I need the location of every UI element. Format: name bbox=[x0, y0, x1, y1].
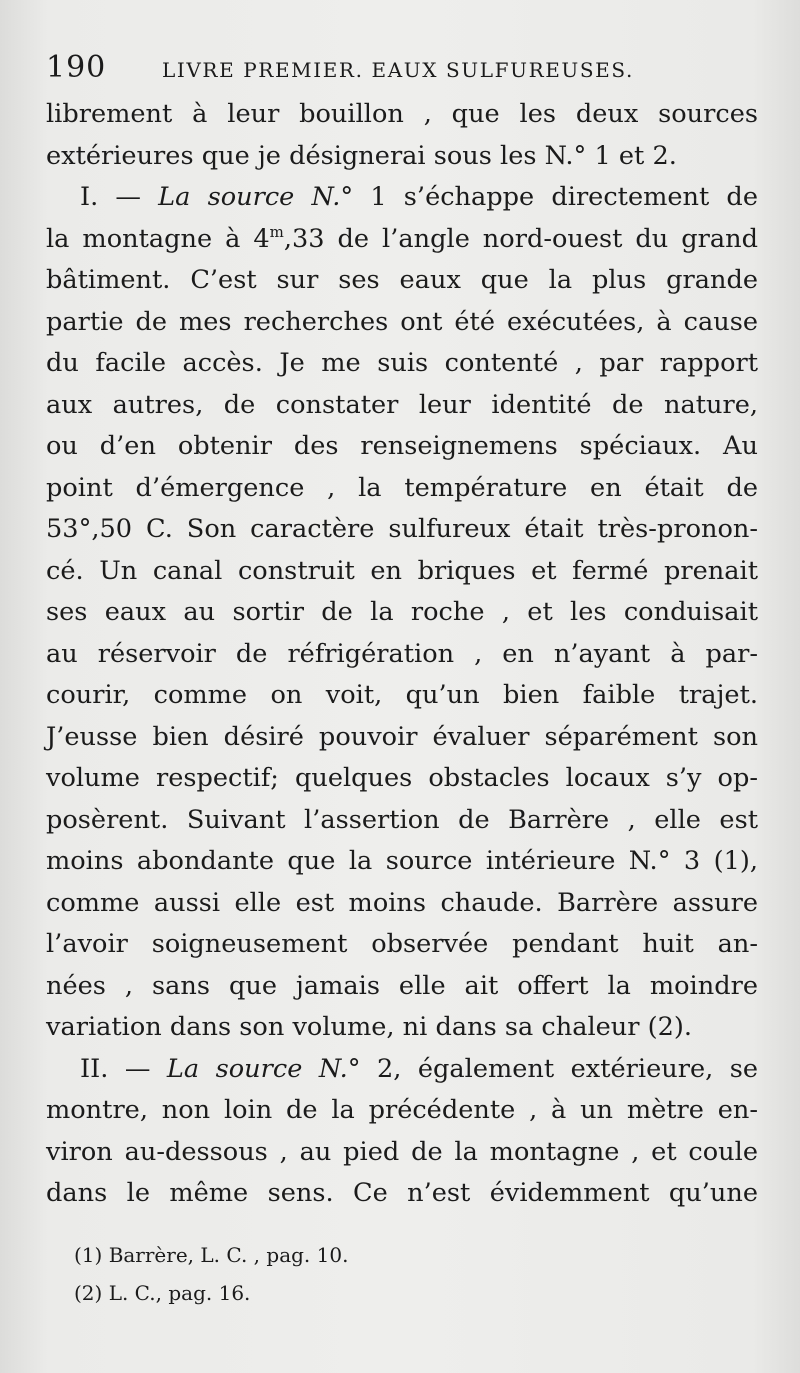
section-numeral: II. — bbox=[80, 1053, 167, 1084]
text-line: moins abondante que la source intérieure N.° 3 (1), bbox=[46, 846, 758, 876]
text-line: variation dans son volume, ni dans sa chaleur (2). bbox=[46, 1012, 693, 1042]
running-head: LIVRE PREMIER. EAUX SULFUREUSES. bbox=[162, 58, 634, 82]
text-line: volume respectif; quelques obstacles locaux s’y op- bbox=[46, 763, 758, 793]
unit-superscript: m bbox=[269, 222, 284, 241]
text-line: viron au-dessous , au pied de la montagne , et coule bbox=[46, 1136, 758, 1167]
section-heading-line bbox=[46, 1049, 758, 1091]
text-line: librement à leur bouillon , que les deux sources bbox=[46, 99, 758, 129]
page-header bbox=[46, 48, 756, 88]
body-text bbox=[46, 94, 758, 1215]
text-line bbox=[46, 219, 758, 261]
text-line-rest: 2, également extérieure, se bbox=[360, 1053, 758, 1084]
text-line: bâtiment. C’est sur ses eaux que la plus grande bbox=[46, 265, 758, 295]
text-line: aux autres, de constater leur identité de nature, bbox=[46, 389, 758, 420]
text-line: comme aussi elle est moins chaude. Barrère assure bbox=[46, 887, 758, 918]
footnote: (1) Barrère, L. C. , pag. 10. bbox=[74, 1243, 349, 1267]
text-line: extérieures que je désignerai sous les N.° 1 et 2. bbox=[46, 140, 677, 171]
text-line: ses eaux au sortir de la roche , et les conduisait bbox=[46, 597, 758, 627]
text-line: ou d’en obtenir des renseignemens spéciaux. Au bbox=[46, 431, 758, 461]
text-line: dans le même sens. Ce n’est évidemment qu’une bbox=[46, 1178, 758, 1208]
text-line: du facile accès. Je me suis contenté , par rapport bbox=[46, 348, 758, 378]
footnotes bbox=[74, 1236, 674, 1312]
text-line: nées , sans que jamais elle ait offert la moindre bbox=[46, 970, 758, 1001]
section-heading-line bbox=[46, 177, 758, 219]
text-line: partie de mes recherches ont été exécutées, à cause bbox=[46, 306, 758, 337]
text-line: cé. Un canal construit en briques et fermé prenait bbox=[46, 555, 758, 586]
text-line-rest: 1 s’échappe directement de bbox=[353, 182, 758, 212]
text-line: point d’émergence , la température en était de bbox=[46, 472, 758, 503]
text-line: au réservoir de réfrigération , en n’ayant à par- bbox=[46, 638, 758, 669]
text-line-rest: ,33 de l’angle nord-ouest du grand bbox=[283, 223, 758, 254]
page-number: 190 bbox=[46, 50, 107, 85]
footnote: (2) L. C., pag. 16. bbox=[74, 1281, 251, 1305]
section-numeral: I. — bbox=[80, 182, 159, 212]
section-title: La source N.° bbox=[166, 1053, 361, 1084]
text-line: J’eusse bien désiré pouvoir évaluer séparément son bbox=[46, 721, 758, 752]
text-line: l’avoir soigneusement observée pendant huit an- bbox=[46, 929, 758, 959]
text-line: montre, non loin de la précédente , à un mètre en- bbox=[46, 1095, 758, 1125]
section-title: La source N.° bbox=[158, 182, 354, 212]
text-line: posèrent. Suivant l’assertion de Barrère , elle est bbox=[46, 804, 758, 835]
text-line: 53°,50 C. Son caractère sulfureux était très-pronon- bbox=[46, 514, 758, 544]
text-line-start: la montagne à 4 bbox=[46, 223, 270, 254]
text-line: courir, comme on voit, qu’un bien faible trajet. bbox=[46, 680, 758, 710]
